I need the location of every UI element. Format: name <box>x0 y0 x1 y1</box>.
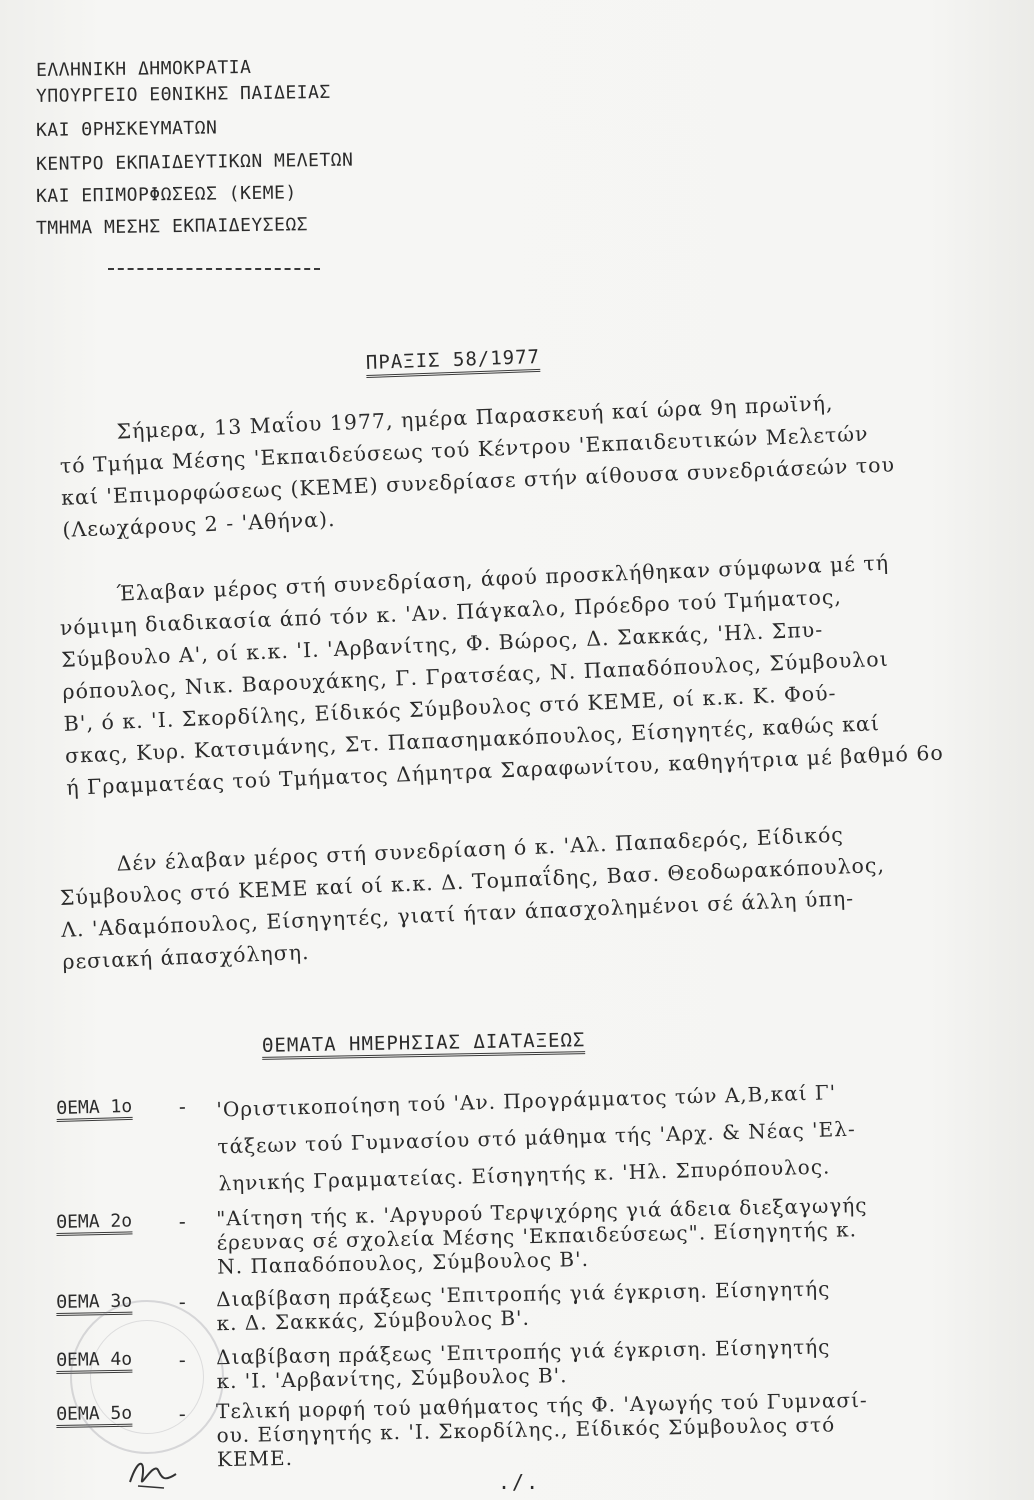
paragraph-text: Έλαβαν μέρος στή συνεδρίαση, άφού προσκλήθηκαν σύμφωνα μέ τή νόμιμη διαδικασία άπό τόν κ. 'Αν. Πάγκαλο, Πρόεδρο τού Τμήματος, Σύμβουλο Α', οί κ.κ. 'Ι. 'Αρβανίτης, Φ. Βώρος, Δ. Σακκάς, 'Ηλ. Σπυ- ρόπουλος, Νικ. Βαρουχάκης, Γ. Γρατσέας, Ν. Παπαδόπουλος, Σύμβουλοι Β', ό κ. 'Ι. Σκορδίλης, Είδικός Σύμβουλος στό ΚΕΜΕ, οί κ.κ. Κ. Φού- σκας, Κυρ. Κατσιμάνης, Στ. Παπασημακόπουλος, Είσηγητές, καθώς καί ή Γραμματέας τού Τμήματος Δήμητρα Σαραφωνίτου, καθηγήτρια μέ βαθμό 6ο <box>59 550 945 800</box>
letterhead-line: ΥΠΟΥΡΓΕΙΟ ΕΘΝΙΚΗΣ ΠΑΙΔΕΙΑΣ <box>35 81 331 107</box>
paragraph-text: Σήμερα, 13 Μαΐου 1977, ημέρα Παρασκευή καί ώρα 9η πρωϊνή, τό Τμήμα Μέσης 'Εκπαιδεύσεως τού Κέντρου 'Εκπαιδευτικών Μελετών καί 'Επιμορφώσεως (ΚΕΜΕ) συνεδρίασε στήν αίθουσα συνεδριάσεών του (Λεωχάρους 2 - 'Αθήνα). <box>59 390 896 542</box>
agenda-item-dash: - <box>176 1347 189 1372</box>
letterhead <box>36 58 353 242</box>
agenda-item-text: Διαβίβαση πράξεως 'Επιτροπής γιά έγκριση. Είσηγητής κ. 'Ι. 'Αρβανίτης, Σύμβουλος Β'. <box>215 1334 831 1394</box>
agenda-item-text: Τελική μορφή τού μαθήματος τής Φ. 'Αγωγής τού Γυμνασί- ου. Είσηγητής κ. 'Ι. Σκορδίλης., Είδικός Σύμβουλος στό ΚΕΜΕ. <box>215 1387 868 1472</box>
agenda-item-text: 'Οριστικοποίηση τού 'Αν. Προγράμματος τών Α,Β,καί Γ' τάξεων τού Γυμνασίου στό μάθημα τής 'Αρχ. & Νέας 'Ελ- ληνικής Γραμματείας. Είσηγητής κ. 'Ηλ. Σπυρόπουλος. <box>216 1080 856 1196</box>
agenda-item-dash: - <box>176 1401 189 1426</box>
agenda-item-label: ΘΕΜΑ 1ο <box>56 1096 132 1122</box>
agenda-item-label: ΘΕΜΑ 2ο <box>56 1210 132 1236</box>
agenda-item-label: ΘΕΜΑ 4ο <box>56 1349 132 1374</box>
agenda-item-text: Διαβίβαση πράξεως 'Επιτροπής γιά έγκριση. Είσηγητής κ. Δ. Σακκάς, Σύμβουλος Β'. <box>215 1276 831 1336</box>
letterhead-line: ΕΛΛΗΝΙΚΗ ΔΗΜΟΚΡΑΤΙΑ <box>35 56 252 81</box>
agenda-item-dash: - <box>176 1209 189 1234</box>
agenda-item-label: ΘΕΜΑ 3ο <box>56 1291 132 1316</box>
paragraph-absentees <box>58 811 1022 977</box>
letterhead-line: ΤΜΗΜΑ ΜΕΣΗΣ ΕΚΠΑΙΔΕΥΣΕΩΣ <box>35 214 309 239</box>
agenda-item <box>56 1069 1016 1196</box>
agenda-item-dash: - <box>176 1094 189 1119</box>
paragraph-attendees <box>58 541 1026 803</box>
agenda-title: ΘΕΜΑΤΑ ΗΜΕΡΗΣΙΑΣ ΔΙΑΤΑΞΕΩΣ <box>262 1029 586 1060</box>
agenda-item-dash: - <box>176 1289 189 1314</box>
letterhead-line: ΚΕΝΤΡΟ ΕΚΠΑΙΔΕΥΤΙΚΩΝ ΜΕΛΕΤΩΝ <box>35 149 354 175</box>
agenda-item <box>56 1273 1016 1336</box>
paragraph-meeting-date <box>58 379 1022 545</box>
letterhead-divider <box>108 268 320 270</box>
document-title: ΠΡΑΞΙΣ 58/1977 <box>366 346 541 378</box>
letterhead-line: ΚΑΙ ΕΠΙΜΟΡΦΩΣΕΩΣ (ΚΕΜΕ) <box>35 182 297 207</box>
official-stamp <box>70 1300 224 1454</box>
signature-icon <box>124 1452 184 1492</box>
letterhead-line: ΚΑΙ ΘΡΗΣΚΕΥΜΑΤΩΝ <box>35 117 218 141</box>
agenda-item-label: ΘΕΜΑ 5ο <box>56 1403 132 1428</box>
agenda-item-text: "Αίτηση τής κ. 'Αργυρού Τερψιχόρης γιά άδεια διεξαγωγής έρευνας σέ σχολεία Μέσης 'Εκπαιδεύσεως". Είσηγητής κ. Ν. Παπαδόπουλος, Σύμβουλος Β'. <box>215 1193 868 1279</box>
continuation-mark: ./. <box>498 1470 541 1494</box>
paragraph-text: Δέν έλαβαν μέρος στή συνεδρίαση ό κ. 'Αλ. Παπαδερός, Είδικός Σύμβουλος στό ΚΕΜΕ καί οί κ.κ. Δ. Τομπαΐδης, Βασ. Θεοδωρακόπουλος, Λ. 'Αδαμόπουλος, Είσηγητές, γιατί ήταν άπασχολημένοι σέ άλλη ύπη- ρεσιακή άπασχόληση. <box>59 822 886 974</box>
